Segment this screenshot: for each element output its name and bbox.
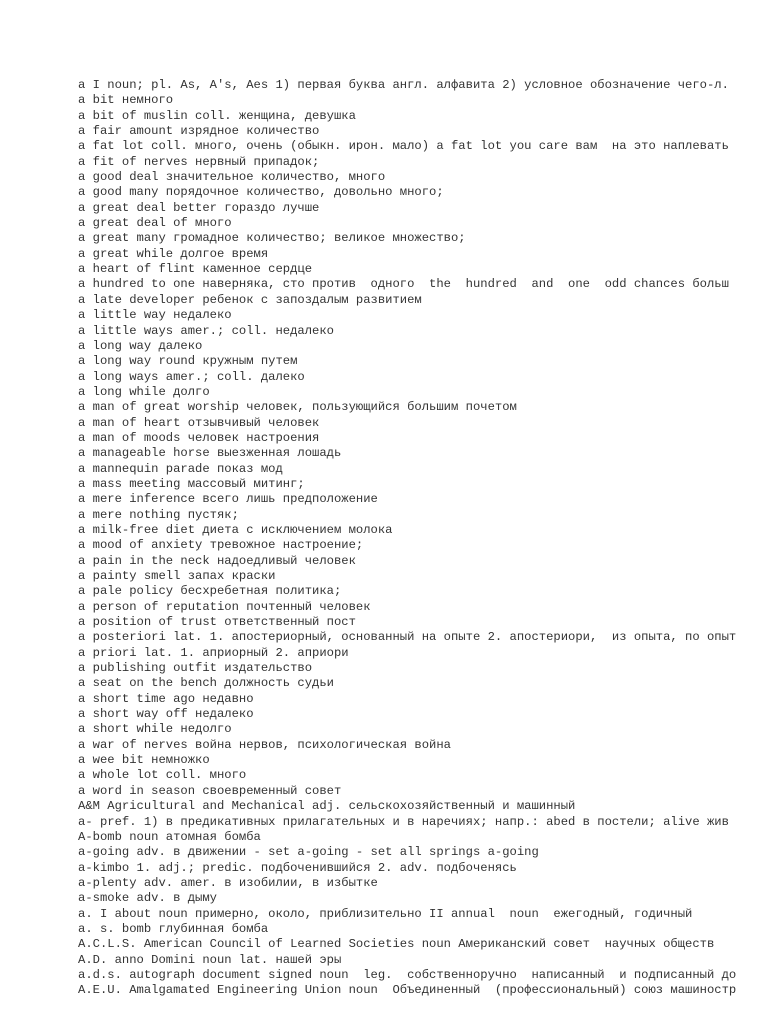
- dictionary-entry: a long way round кружным путем: [78, 354, 298, 369]
- dictionary-entry: a fit of nerves нервный припадок;: [78, 154, 320, 169]
- dictionary-entry: a painty smell запах краски: [78, 569, 276, 583]
- dictionary-entry: a. I about noun примерно, около, приблизительно II annual noun ежегодный, годичный: [78, 906, 693, 921]
- dictionary-entry: a posteriori lat. 1. апостериорный, основанный на опыте 2. апостериори, из опыта, по опыт: [78, 630, 737, 645]
- dictionary-entry: a great deal better гораздо лучше: [78, 200, 320, 215]
- dictionary-entry: a bit of muslin coll. женщина, девушка: [78, 108, 356, 123]
- dictionary-entry: a person of reputation почтенный человек: [78, 599, 371, 614]
- dictionary-entry: a-kimbo 1. adj.; predic. подбоченившийся 2. adv. подбоченясь: [78, 860, 517, 875]
- dictionary-entry: a man of great worship человек, пользующийся большим почетом: [78, 400, 517, 415]
- dictionary-entry: A.C.L.S. American Council of Learned Societies noun Американский совет научных обществ: [78, 937, 715, 952]
- dictionary-entry: a milk-free diet диета с исключением молока: [78, 522, 393, 537]
- dictionary-entry: a I noun; pl. As, A's, Aes 1) первая буква англ. алфавита 2) условное обозначение чего-л.: [78, 78, 729, 92]
- dictionary-entry: a priori lat. 1. априорный 2. априори: [78, 645, 349, 660]
- dictionary-entry: a-going adv. в движении - set a-going - set all springs a-going: [78, 845, 539, 860]
- dictionary-entry: a mood of anxiety тревожное настроение;: [78, 538, 364, 553]
- dictionary-entry: a fair amount изрядное количество: [78, 124, 320, 139]
- dictionary-entry: a mere nothing пустяк;: [78, 507, 239, 522]
- dictionary-entry: a good many порядочное количество, довольно много;: [78, 185, 444, 200]
- dictionary-entry: a.d.s. autograph document signed noun leg. собственноручно написанный и подписанный до: [78, 967, 737, 982]
- dictionary-entry: a seat on the bench должность судьи: [78, 676, 334, 691]
- dictionary-entry: a great while долгое время: [78, 246, 269, 261]
- dictionary-entry: a whole lot coll. много: [78, 768, 247, 783]
- dictionary-entry: a little ways amer.; coll. недалеко: [78, 323, 334, 338]
- dictionary-entry: a good deal значительное количество, много: [78, 170, 386, 185]
- dictionary-entry: A.E.U. Amalgamated Engineering Union noun Объединенный (профессиональный) союз машиностр: [78, 983, 737, 998]
- dictionary-entry: a-plenty adv. amer. в изобилии, в избытке: [78, 875, 378, 890]
- dictionary-entry: a position of trust ответственный пост: [78, 615, 356, 630]
- dictionary-entry: a long while долго: [78, 384, 210, 399]
- dictionary-entry: A-bomb noun атомная бомба: [78, 829, 261, 844]
- dictionary-entry: a long way далеко: [78, 338, 203, 353]
- dictionary-entry: a wee bit немножко: [78, 753, 210, 768]
- dictionary-entry: a publishing outfit издательство: [78, 661, 313, 676]
- dictionary-entry: a late developer ребенок с запоздалым развитием: [78, 292, 422, 307]
- dictionary-entry: a-smoke adv. в дыму: [78, 891, 217, 906]
- dictionary-entry: a mere inference всего лишь предположение: [78, 492, 378, 507]
- dictionary-entry: a great many громадное количество; великое множество;: [78, 231, 466, 246]
- dictionary-entry: a little way недалеко: [78, 308, 232, 323]
- dictionary-entry: a long ways amer.; coll. далеко: [78, 369, 305, 384]
- dictionary-entry: a short time ago недавно: [78, 691, 254, 706]
- dictionary-entry: a manageable horse выезженная лошадь: [78, 446, 342, 461]
- dictionary-entry: a war of nerves война нервов, психологическая война: [78, 737, 451, 752]
- dictionary-entry: a short while недолго: [78, 722, 232, 737]
- dictionary-entry: a short way off недалеко: [78, 707, 254, 722]
- dictionary-entry: a hundred to one наверняка, сто против одного the hundred and one odd chances больш: [78, 277, 729, 292]
- dictionary-entry: a heart of flint каменное сердце: [78, 262, 313, 277]
- dictionary-entry: A&M Agricultural and Mechanical adj. сельскохозяйственный и машинный: [78, 799, 576, 814]
- dictionary-entry: a pain in the neck надоедливый человек: [78, 553, 356, 568]
- dictionary-entry: a bit немного: [78, 93, 174, 108]
- dictionary-entry: a word in season своевременный совет: [78, 783, 342, 798]
- dictionary-entry: a fat lot coll. много, очень (обыкн. ирон. мало) a fat lot you care вам на это наплевать: [78, 139, 729, 154]
- dictionary-entry: a great deal of много: [78, 216, 232, 231]
- dictionary-entry-list: [78, 78, 768, 999]
- dictionary-entry: a. s. bomb глубинная бомба: [78, 921, 269, 936]
- dictionary-entry: A.D. anno Domini noun lat. нашей эры: [78, 952, 342, 967]
- dictionary-entry: a- pref. 1) в предикативных прилагательных и в наречиях; напр.: abed в постели; alive жив: [78, 814, 729, 829]
- dictionary-entry: a mannequin parade показ мод: [78, 461, 283, 476]
- dictionary-entry: a pale policy бесхребетная политика;: [78, 584, 342, 599]
- dictionary-entry: a mass meeting массовый митинг;: [78, 476, 305, 491]
- dictionary-entry: a man of moods человек настроения: [78, 430, 320, 445]
- dictionary-entry: a man of heart отзывчивый человек: [78, 415, 320, 430]
